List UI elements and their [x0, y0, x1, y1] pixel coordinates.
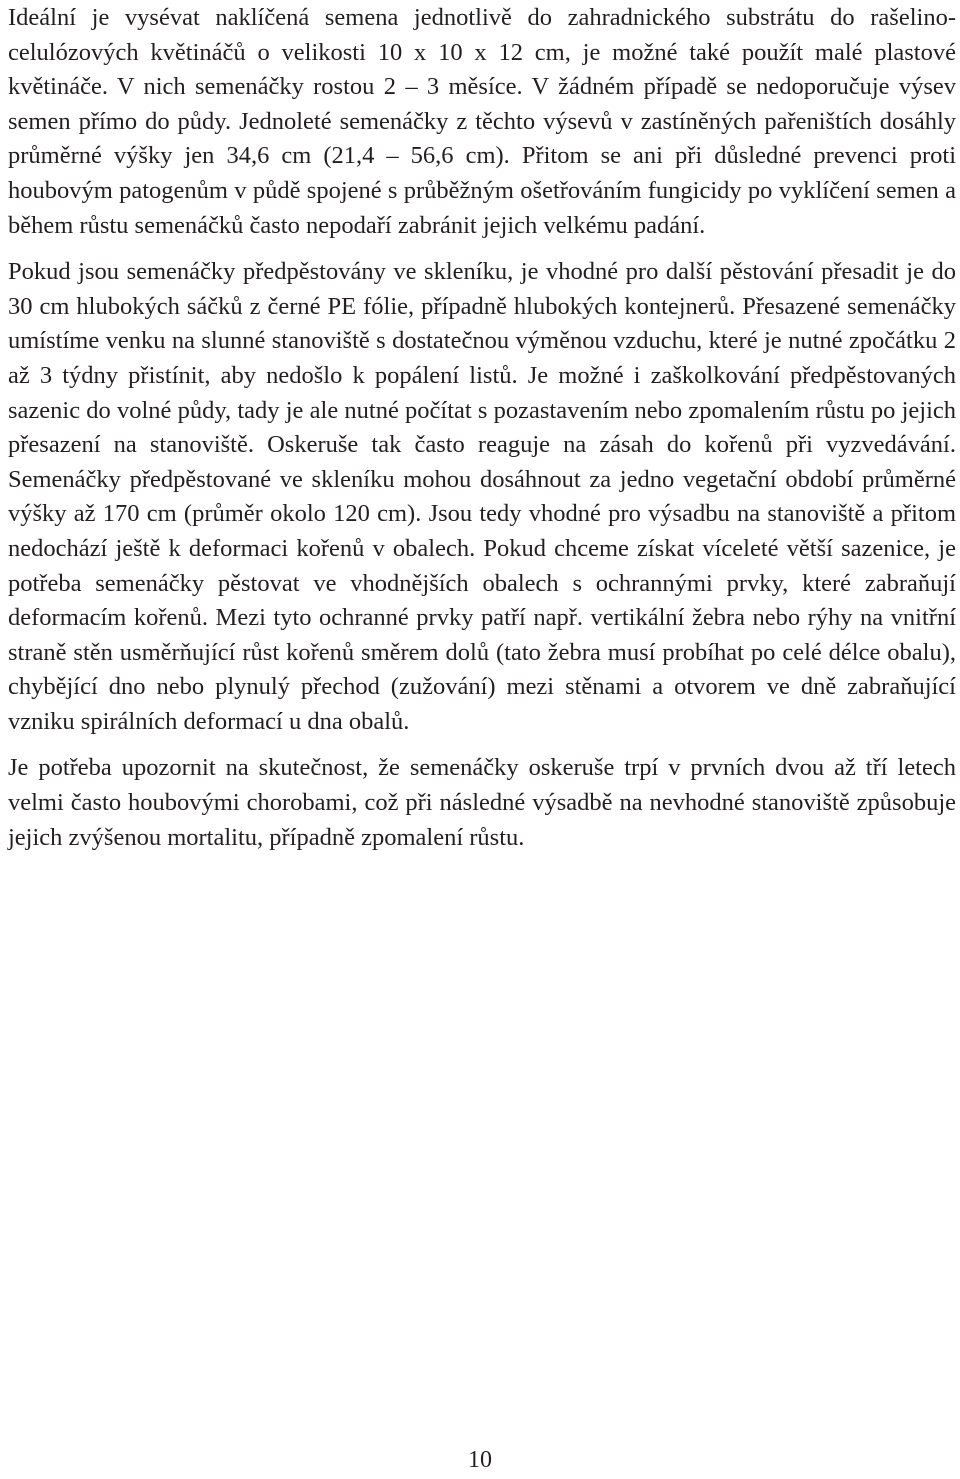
- paragraph-1: Ideální je vysévat naklíčená semena jednotlivě do zahradnického substrátu do rašelino-celulózových květináčů o velikosti 10 x 10 x 12 cm, je možné také použít malé plastové květináče. V nich semenáčky rostou 2 – 3 měsíce. V žádném případě se nedoporučuje výsev semen přímo do půdy. Jednoleté semenáčky z těchto výsevů v zastíněných pařeništích dosáhly průměrné výšky jen 34,6 cm (21,4 – 56,6 cm). Přitom se ani při důsledné prevenci proti houbovým patogenům v půdě spojené s průběžným ošetřováním fungicidy po vyklíčení semen a během růstu semenáčků často nepodaří zabránit jejich velkému padání.: [8, 4, 956, 239]
- page-number: 10: [468, 1447, 492, 1473]
- body-text: [8, 1, 956, 867]
- paragraph-2: Pokud jsou semenáčky předpěstovány ve skleníku, je vhodné pro další pěstování přesadit je do 30 cm hlubokých sáčků z černé PE fólie, případně hlubokých kontejnerů. Přesazené semenáčky umístíme venku na slunné stanoviště s dostatečnou výměnou vzduchu, které je nutné zpočátku 2 až 3 týdny přistínit, aby nedošlo k popálení listů. Je možné i zaškolkování předpěstovaných sazenic do volné půdy, tady je ale nutné počítat s pozastavením nebo zpomalením růstu po jejich přesazení na stanoviště. Oskeruše tak často reaguje na zásah do kořenů při vyzvedávání. Semenáčky předpěstované ve skleníku mohou dosáhnout za jedno vegetační období průměrné výšky až 170 cm (průměr okolo 120 cm). Jsou tedy vhodné pro výsadbu na stanoviště a přitom nedochází ještě k deformaci kořenů v obalech. Pokud chceme získat víceleté větší sazenice, je potřeba semenáčky pěstovat ve vhodnějších obalech s ochrannými prvky, které zabraňují deformacím kořenů. Mezi tyto ochranné prvky patří např. vertikální žebra nebo rýhy na vnitřní straně stěn usměrňující růst kořenů směrem dolů (tato žebra musí probíhat po celé délce obalu), chybějící dno nebo plynulý přechod (zužování) mezi stěnami a otvorem ve dně zabraňující vzniku spirálních deformací u dna obalů.: [8, 258, 956, 735]
- paragraph-3: Je potřeba upozornit na skutečnost, že semenáčky oskeruše trpí v prvních dvou až tří letech velmi často houbovými chorobami, což při následné výsadbě na nevhodné stanoviště způsobuje jejich zvýšenou mortalitu, případně zpomalení růstu.: [8, 754, 956, 851]
